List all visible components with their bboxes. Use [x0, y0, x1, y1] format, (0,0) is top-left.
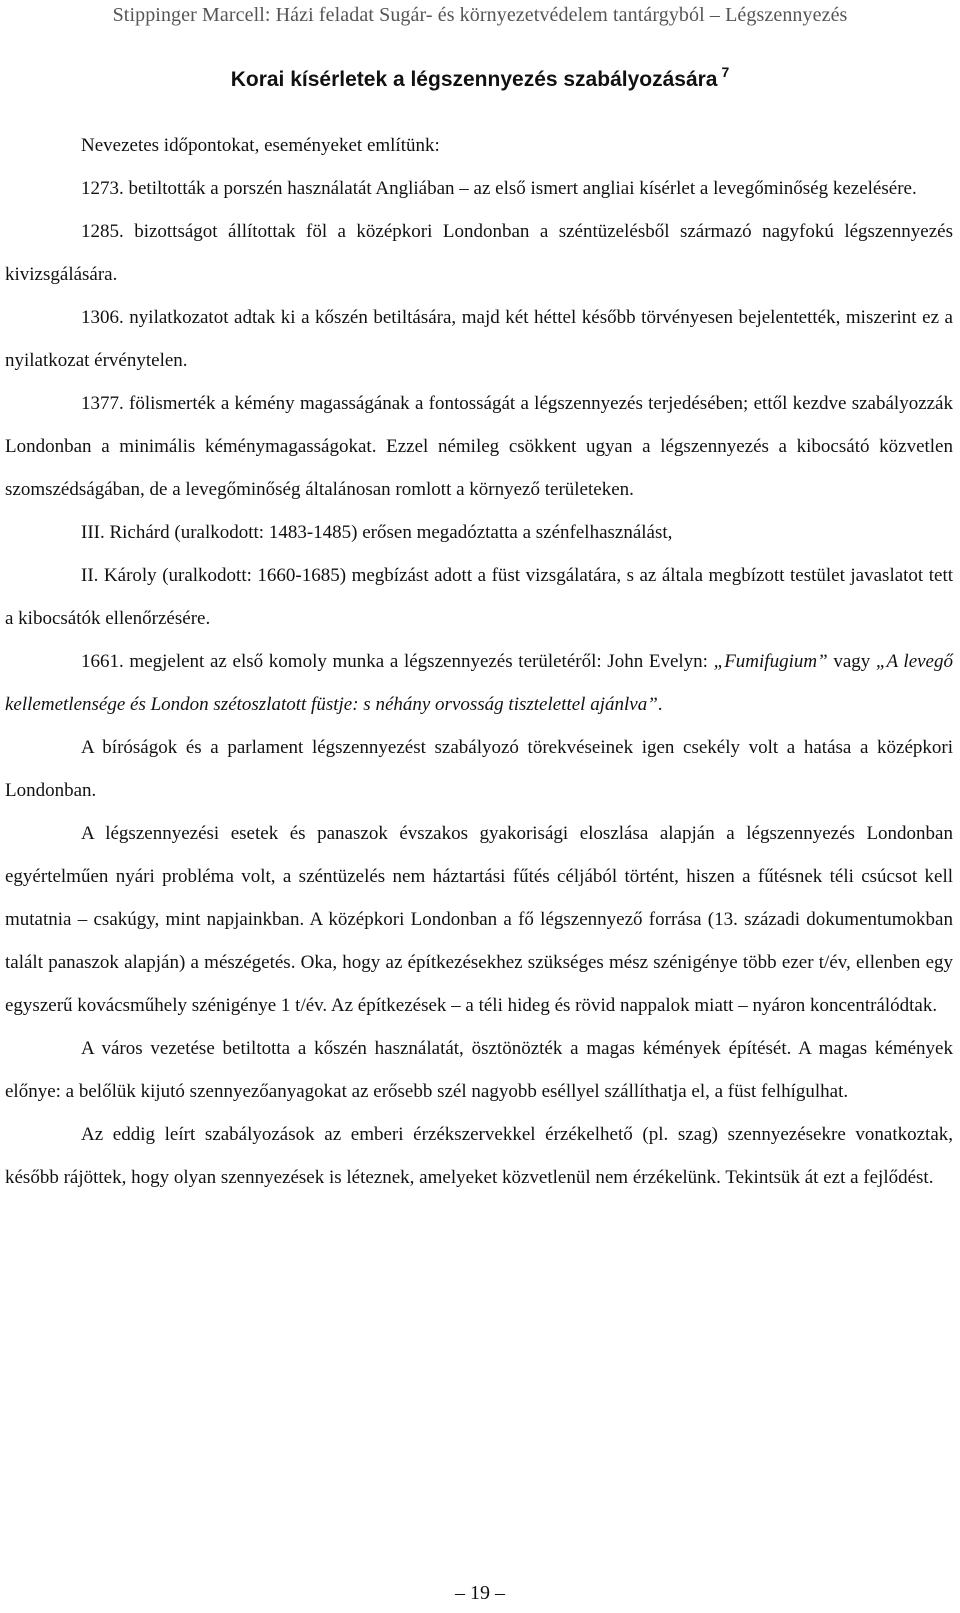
section-title: Korai kísérletek a légszennyezés szabályozására [230, 68, 718, 91]
paragraph-richard: III. Richárd (uralkodott: 1483-1485) erősen megadóztatta a szénfelhasználást, [81, 522, 673, 543]
paragraph-1377: 1377. fölismerték a kémény magasságának a fontosságát a légszennyezés terjedésében; ettől kezdve szabályozzák Londonban a minimális kéménymagasságokat. Ezzel némileg csökkent ugyan a légszennyezés a kibocsátó közvetlen szomszédságában, de a levegőminőség általánosan romlott a környező területeken. [5, 393, 953, 500]
document-body [5, 124, 953, 1199]
footnote-reference: 7 [721, 64, 730, 80]
page-number: – 19 – [455, 1582, 505, 1604]
book-title-hungarian: „A levegő kellemetlensége és London szétoszlatott füstje: s néhány orvosság tisztelettel ajánlva” [5, 651, 953, 715]
book-title-fumifugium: „Fumifugium” [713, 651, 828, 672]
section-heading [0, 64, 960, 92]
paragraph-1661 [5, 640, 953, 726]
paragraph-1306: 1306. nyilatkozatot adtak ki a kőszén betiltására, majd két héttel később törvényesen bejelentették, miszerint ez a nyilatkozat érvénytelen. [5, 307, 953, 371]
paragraph-karoly: II. Károly (uralkodott: 1660-1685) megbízást adott a füst vizsgálatára, s az általa megbízott testület javaslatot tett a kibocsátók ellenőrzésére. [5, 565, 953, 629]
paragraph-seasonal: A légszennyezési esetek és panaszok évszakos gyakorisági eloszlása alapján a légszennyezés Londonban egyértelműen nyári probléma volt, a széntüzelés nem háztartási fűtés céljából történt, hiszen a fűtésnek téli csúcsot kell mutatnia – csakúgy, mint napjainkban. A középkori Londonban a fő légszennyező forrása (13. századi dokumentumokban talált panaszok alapján) a mészégetés. Oka, hogy az építkezésekhez szükséges mész szénigénye több ezer t/év, ellenben egy egyszerű kovácsműhely szénigénye 1 t/év. Az építkezések – a téli hideg és rövid nappalok miatt – nyáron koncentrálódtak. [5, 823, 953, 1016]
paragraph-intro: Nevezetes időpontokat, eseményeket említünk: [81, 135, 440, 156]
paragraph-senses: Az eddig leírt szabályozások az emberi érzékszervekkel érzékelhető (pl. szag) szennyezésekre vonatkoztak, később rájöttek, hogy olyan szennyezések is léteznek, amelyeket közvetlenül nem érzékelünk. Tekintsük át ezt a fejlődést. [5, 1124, 953, 1188]
text-1661-end: . [657, 694, 663, 715]
text-1661-lead: 1661. megjelent az első komoly munka a légszennyezés területéről: John Evelyn: [81, 651, 714, 672]
running-header: Stippinger Marcell: Házi feladat Sugár- és környezetvédelem tantárgyból – Légszennyezés [112, 4, 848, 26]
text-1661-or: vagy [827, 651, 876, 672]
paragraph-1285: 1285. bizottságot állítottak föl a középkori Londonban a széntüzelésből származó nagyfokú légszennyezés kivizsgálására. [5, 221, 953, 285]
paragraph-1273: 1273. betiltották a porszén használatát Angliában – az első ismert angliai kísérlet a levegőminőség kezelésére. [81, 178, 917, 199]
paragraph-city: A város vezetése betiltotta a kőszén használatát, ösztönözték a magas kémények építését. A magas kémények előnye: a belőlük kijutó szennyezőanyagokat az erősebb szél nagyobb eséllyel szállíthatja el, a füst felhígulhat. [5, 1038, 953, 1102]
paragraph-courts: A bíróságok és a parlament légszennyezést szabályozó törekvéseinek igen csekély volt a hatása a középkori Londonban. [5, 737, 953, 801]
